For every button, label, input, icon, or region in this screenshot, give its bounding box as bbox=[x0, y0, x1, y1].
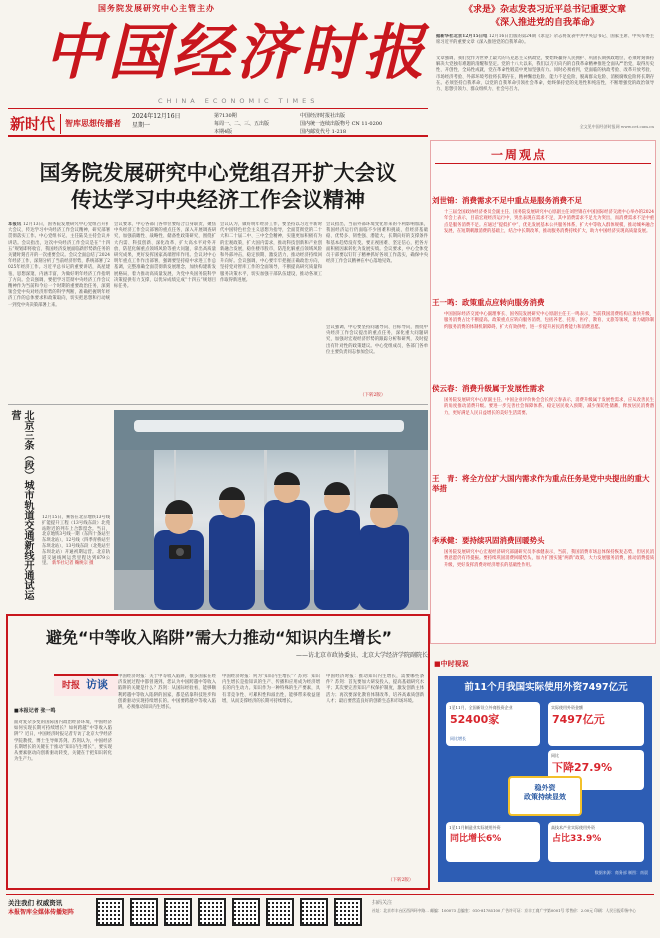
think-tank-label bbox=[60, 114, 126, 134]
headline-line-1: 国务院发展研究中心党组召开扩大会议 bbox=[39, 161, 397, 185]
qr-code-7[interactable] bbox=[300, 898, 328, 926]
main-more: （下转2版） bbox=[360, 393, 386, 398]
feature-byline: ■本报记者 张一鸣 bbox=[14, 708, 56, 714]
qr-code-5[interactable] bbox=[232, 898, 260, 926]
masthead-divider bbox=[8, 108, 428, 109]
page-count: 本期4版 bbox=[214, 129, 233, 135]
main-headline bbox=[8, 160, 428, 214]
badge-text-2: 访谈 bbox=[86, 678, 108, 691]
post-code: 国内邮发代号 1-218 bbox=[300, 129, 347, 135]
main-article-col-1 bbox=[8, 222, 110, 400]
news-photo bbox=[114, 410, 428, 610]
data-card-5 bbox=[548, 822, 644, 862]
weekly-item-3-body: 国务院发展研究中心原副主任、中国企业评价协会会长侯云春表示，消费升级属于发展性需求，应从改善民生的角度推动消费升级。要进一步完善社会保障体系，稳定居民收入预期，减少预防性储蓄，释放居民消费潜力，更好满足人民日益增长的美好生活需要。 bbox=[444, 398, 654, 416]
feature-col-1: 面对复杂多变的国际国内政治经济环境，中国经济如何实现长期可持续增长？如何跨越“中等收入陷阱”？近日，中国经济时报记者专访了北京大学经济学院教授、博士生导师苏剑。苏剑认为，中国经济长期增长的关键在于推动“知识内生增长”，要实现从要素驱动向创新驱动转变，关键在于把知识转化为生产力。 bbox=[14, 720, 112, 763]
stat3-label: 同比 bbox=[551, 753, 559, 758]
think-tank-text: 智库思想传播者 bbox=[65, 119, 121, 128]
main-article-col-4: 会议指出，当前外部环境变化带来的不利影响加深，我国经济运行仍面临不少困难和挑战，但经济基础稳、优势多、韧性强、潜能大，长期向好的支撑条件和基本趋势没有变。要正视困难、坚定信心，把各方面积极因素转化为发展实绩。会议要求，中心全体党员干部要以钉钉子精神抓好各项工作落实，确保中央经济工作会议精神在中心落地见效。 bbox=[326, 222, 428, 265]
weekly-item-2-body: 中国国际经济交流中心副理事长、国务院发展研究中心原副主任王一鸣表示，当前我国消费结构正加快升级，服务消费占比不断提高。政策重点应转向服务消费，包括养老、托育、医疗、教育、文旅等领域，着力破除制约服务消费的体制机制障碍，扩大有效供给，进一步提升居民消费能力和消费意愿。 bbox=[444, 312, 654, 330]
qiushi-lead: 12月16日出版的第24期《求是》杂志将发表中共中央总书记、国家主席、中央军委主席习近平的重要文章《深入推进党的自我革命》。 bbox=[436, 34, 654, 46]
stat5-label: 高技术产业实际使用外资 bbox=[551, 825, 595, 830]
main-article-col-4b: 会议强调，中心要坚持问题导向、目标导向，围绕中央经济工作会议提出的重点任务，深化重大问题研究，加强对宏观经济形势的跟踪分析和研判，及时提出有针对性的政策建议。中心党组成员，各部门各单位主要负责同志参加会议。 bbox=[326, 325, 428, 355]
main-col1-text: 12月13日，国务院发展研究中心党组召开扩大会议，传达学习中央经济工作会议精神，研究部署贯彻落实工作。中心党组书记、主任陆昊主持会议并讲话。会议指出，这次中央经济工作会议是在“十四五”规划即将收官、我国经济发展面临新形势新任务的关键时刻召开的一次重要会议。会议全面总结了2024年经济工作，深刻分析了当前经济形势，系统部署了2025年经济工作。习近平总书记的重要讲话，高屋建瓴、思想深邃、内涵丰富，为做好明年经济工作指明了方向。会议强调，要把学习贯彻中央经济工作会议精神作为当前和今后一个时期的重要政治任务，深刻领会党中央对经济形势的科学判断，准确把握明年经济工作的总体要求和政策取向，切实把思想和行动统一到党中央决策部署上来。 bbox=[8, 222, 110, 308]
stat1-change: 同比增长 bbox=[450, 736, 466, 741]
stat3-value: 下降27.9% bbox=[552, 761, 613, 775]
feature-box bbox=[6, 614, 430, 890]
qr-code-4[interactable] bbox=[198, 898, 226, 926]
issue-number: 第7130期 bbox=[214, 113, 237, 119]
weekly-item-1-head: 刘世锦：消费需求不足中重点是服务消费不足 bbox=[432, 196, 582, 205]
masthead-bottom-rule bbox=[8, 135, 428, 137]
masthead-publisher bbox=[300, 112, 430, 136]
headline-line-2: 传达学习中央经济工作会议精神 bbox=[71, 188, 365, 212]
masthead-slogan: 国务院发展研究中心主管主办 bbox=[98, 4, 215, 13]
feature-col-2: 中国经济时报：关于中等收入陷阱，很多国家在经济发展过程中都曾遇到。您认为中国跨越中等收入陷阱的关键是什么？苏剑：从国际经验看，能够顺利跨越中等收入陷阱的国家，都是依靠科技进步和创新驱动实现持续增长的。中国要跨越中等收入陷阱，必须推动知识内生增长。 bbox=[118, 674, 216, 711]
weekly-header-rule bbox=[435, 163, 651, 164]
weekly-item-5-body: 国务院发展研究中心宏观经济研究部副研究员李承健表示，当前，我国消费市场总体保持恢复态势，但居民消费意愿仍有待提振。要持续巩固消费回暖势头，加力扩围实施“两新”政策，大力发展服务消费，推动消费提质升级，更好发挥消费对经济增长的基础性作用。 bbox=[444, 550, 654, 568]
footer-line-2: 本报智库全媒体传播矩阵 bbox=[8, 909, 75, 916]
data-card-2 bbox=[548, 702, 644, 746]
masthead-logo-en: CHINA ECONOMIC TIMES bbox=[158, 97, 319, 105]
center-badge-2: 政策持续显效 bbox=[524, 793, 566, 802]
new-era-label: 新时代 bbox=[10, 115, 56, 133]
weekly-item-2-head: 王一鸣：政策重点应转向服务消费 bbox=[432, 298, 545, 307]
stat1-label: 1至11月，全国新设立外商投资企业 bbox=[449, 705, 513, 710]
weekday-text: 星期一 bbox=[132, 122, 151, 129]
stat2-value: 7497亿元 bbox=[552, 713, 605, 727]
footer-rule bbox=[6, 894, 654, 895]
feature-more: （下转2版） bbox=[388, 878, 414, 883]
masthead-issue bbox=[214, 112, 294, 136]
weekly-item-3 bbox=[432, 384, 654, 474]
interview-badge bbox=[54, 674, 118, 696]
data-section-label: ■中时视说 bbox=[434, 660, 469, 668]
feature-subtitle: ——访北京市政协委员、北京大学经济学院副院长 bbox=[295, 652, 428, 659]
weekly-item-2 bbox=[432, 298, 654, 384]
data-card-4 bbox=[446, 822, 540, 862]
main-article-col-2: 会议要求，中心各部门各单位要结合自身职责，聚焦中央经济工作会议部署的重点任务，深入开展调查研究，加强前瞻性、战略性、储备性政策研究，围绕扩大内需、科技创新、深化改革、扩大高水平对外开放、防范化解重点领域风险等重大问题，拿出高质量研究成果，更好发挥国家高端智库作用。会议对中心明年重点工作作出部署，强调要坚持稳中求进工作总基调，完整准确全面贯彻新发展理念，加快构建新发展格局，着力推动高质量发展，为党中央国务院科学决策提供有力支撑，以优异成绩完成“十四五”规划目标任务。 bbox=[114, 222, 216, 290]
qr-code-1[interactable] bbox=[96, 898, 124, 926]
photo-caption-text: 12月15日，乘客在北京地铁13号线扩能提升工程（13号线东段）北苑站附近的列车上合影留念。当日，北京地铁3号线一期（东四十条站至东坝北站），12号线（四季青桥站至东坝北站），13号线东段（北苑站至东坝北站）开通初期运营。北京轨道交通线网运营里程达到879公里。 bbox=[42, 515, 110, 567]
stat4-value: 同比增长6% bbox=[450, 834, 502, 845]
masthead-date bbox=[132, 112, 212, 130]
data-credit: 数据来源：商务部 制图：南晨 bbox=[594, 870, 648, 875]
publisher-text: 中国经济时报社出版 bbox=[300, 113, 346, 119]
main-divider bbox=[8, 404, 428, 405]
qr-code-8[interactable] bbox=[334, 898, 362, 926]
feature-col-4: 中国经济时报：推动知识内生增长，需要哪些条件？苏剑：首先要加大研发投入，提高基础研究水平；其次要完善知识产权保护制度，激发创新主体活力；再次要深化教育体制改革，培养高素质创新人才；最后要营造良好的创新生态和市场环境。 bbox=[326, 674, 424, 704]
feature-title: 避免“中等收入陷阱”需大力推动“知识内生增长” bbox=[45, 628, 393, 647]
photo-illustration bbox=[114, 410, 428, 610]
main-article-col-3: 会议认为，做好明年经济工作，要坚持以习近平新时代中国特色社会主义思想为指导，全面贯彻党的二十大和二十届二中、三中全会精神，实施更加积极有为的宏观政策，扩大国内需求，推动科技创新和产业创新融合发展，稳住楼市股市，防范化解重点领域风险和外部冲击，稳定预期、激发活力，推动经济持续回升向好。会议强调，中心要牢牢把握正确政治方向，坚持党对智库工作的全面领导，不断提高研究质量和服务决策水平，切实加强干部队伍建设，推动各项工作取得新进展。 bbox=[220, 222, 322, 283]
badge-text-1: 时报 bbox=[62, 681, 81, 691]
stat4-label: 1至11月制造业实际使用外资 bbox=[449, 825, 501, 830]
qiushi-body-2: 文章强调，我们党作为世界上最大的马克思主义执政党，要始终赢得人民拥护、巩固长期执政地位，必须时刻保持解决大党独有难题的清醒和坚定。党的十八大以来，我们以刀刃向内的自我革命精神推进全面从严治党，取得历史性、开创性、全局性成就，党在革命性锻造中更加坚强有力。同时必须看到，党面临的执政考验、改革开放考验、市场经济考验、外部环境考验将长期存在，精神懈怠危险、能力不足危险、脱离群众危险、消极腐败危险将长期存在。必须坚持自我革命，以党的自我革命引领社会革命，始终保持党的先进性和纯洁性，不断增强党的政治领导力、思想引领力、群众组织力、社会号召力。 bbox=[436, 56, 654, 93]
cn-number: 国内统一连续出版物号 CN 11-0200 bbox=[300, 121, 383, 127]
footer-line-1: 关注我们 权威资讯 bbox=[8, 899, 63, 907]
feature-col-3: 中国经济时报：何为“知识内生增长”？苏剑：知识内生增长是指知识的生产、传播和应用成为经济增长的内生动力。知识作为一种特殊的生产要素，具有非竞争性、可累积性和溢出性，能够带来收益递增，从而支撑经济的长期可持续增长。 bbox=[222, 674, 320, 704]
photo-credit: 新华社记者 鞠焕宗 摄 bbox=[51, 561, 94, 567]
qiushi-title-1: 《求是》杂志发表习近平总书记重要文章 bbox=[463, 5, 626, 15]
stat1-value: 52400家 bbox=[450, 713, 500, 727]
data-infographic bbox=[438, 676, 652, 882]
qiushi-byline: 据新华社北京12月15日电 bbox=[436, 34, 488, 39]
qr-code-6[interactable] bbox=[266, 898, 294, 926]
weekly-header: 一周观点 bbox=[491, 148, 548, 162]
qiushi-note: 全文见中国经济时报网 www.cet.com.cn bbox=[579, 124, 654, 129]
qr-code-2[interactable] bbox=[130, 898, 158, 926]
photo-title-text: 北京三条（段）城市轨道交通新线开通试运营 bbox=[9, 410, 33, 600]
footer-left bbox=[8, 898, 88, 918]
weekly-item-1-body: 十三届全国政协经济委员会副主任、国务院发展研究中心原副主任刘世锦在中国国际经济交流中心举办的2024年会上表示，目前宏观经济运行中，突出表现在需求不足，其中消费需求不足尤为突出，而消费需求不足中重点是服务消费不足。应通过“提低扩中”，优先发展基本公共服务体系，扩大中等收入群体规模，推动城乡融合发展，在短期刺激消费的基础上，结合中长期改革，推动服务消费持续扩大，助力中国经济实现高质量发展。 bbox=[444, 210, 654, 235]
center-badge-1: 稳外资 bbox=[534, 784, 556, 792]
publish-days: 每周一、二、三、五出版 bbox=[214, 121, 270, 127]
photo-side-title bbox=[8, 410, 38, 610]
qiushi-article bbox=[436, 4, 654, 134]
weekly-item-4-head: 王 青：将全方位扩大国内需求作为重点任务是党中央提出的重大举措 bbox=[432, 474, 650, 494]
photo-caption bbox=[42, 515, 110, 615]
footer-info: 社址：北京市丰台区西四环中路… 邮编：100073 总编室：010-81785100 广告许可证：京丰工商广字第0001号 零售价：2.00元 印刷：人民日报印务中心 bbox=[372, 908, 636, 913]
data-center-badge bbox=[508, 776, 582, 816]
stat2-label: 实际使用外资金额 bbox=[551, 705, 583, 710]
weekly-item-3-head: 侯云春：消费升级属于发展性需求 bbox=[432, 384, 545, 393]
weekly-item-5-head: 李承健：要持续巩固消费回暖势头 bbox=[432, 536, 545, 545]
qr-code-3[interactable] bbox=[164, 898, 192, 926]
masthead bbox=[8, 4, 428, 138]
masthead-logo: 中国经济时报 bbox=[44, 18, 428, 88]
weekly-item-4 bbox=[432, 474, 654, 514]
footer-scan: 扫码关注 bbox=[372, 900, 393, 906]
qiushi-title-2: 《深入推进党的自我革命》 bbox=[490, 18, 599, 28]
weekly-item-5 bbox=[432, 536, 654, 636]
date-text: 2024年12月16日 bbox=[132, 113, 181, 120]
qiushi-body-1 bbox=[436, 34, 654, 56]
stat5-value: 占比33.9% bbox=[552, 834, 602, 845]
data-title: 前11个月我国实际使用外资7497亿元 bbox=[464, 682, 628, 693]
main-byline: 本报讯 bbox=[8, 222, 22, 227]
